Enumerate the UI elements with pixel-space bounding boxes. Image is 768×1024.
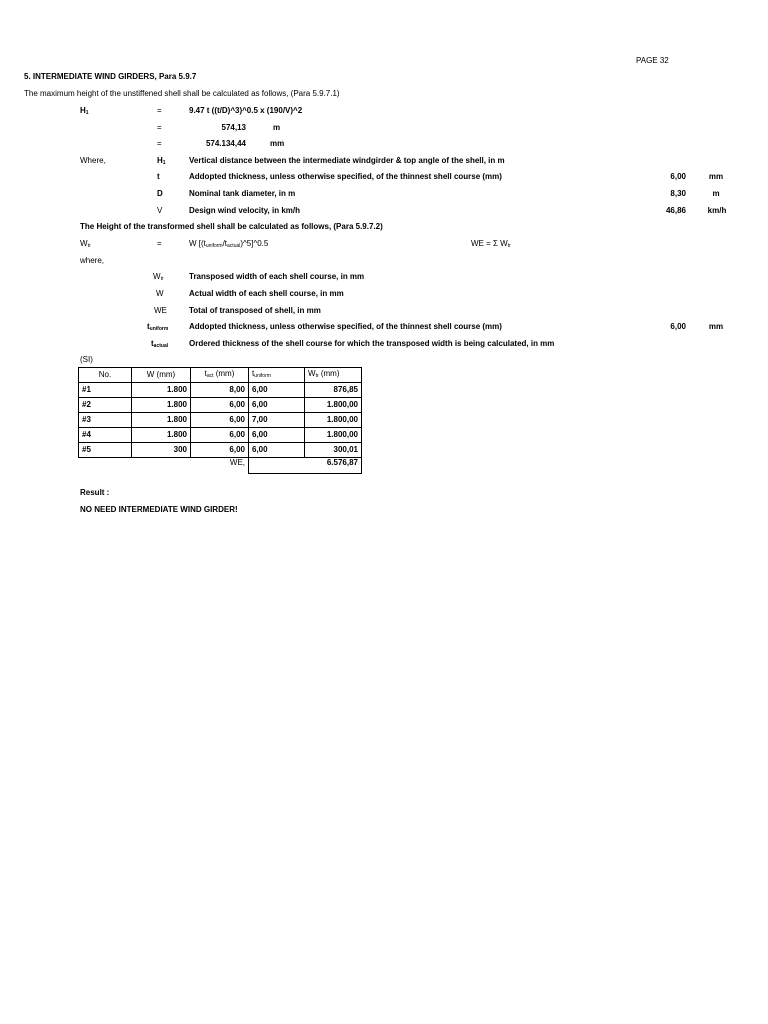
cell-w: 1.800: [132, 428, 191, 443]
cell-w: 1.800: [132, 383, 191, 398]
def-description: Nominal tank diameter, in m: [189, 189, 296, 198]
header-wtr: $W_{tr}$ (mm): [305, 368, 362, 383]
cell-w: 1.800: [132, 398, 191, 413]
table-row: [79, 413, 362, 428]
equals-sign: =: [157, 139, 162, 148]
def-description: Addopted thickness, unless otherwise specified, of the thinnest shell course (mm): [189, 172, 502, 181]
transposed-width-table: [78, 367, 362, 474]
cell-no: #4: [79, 428, 132, 443]
cell-w: 1.800: [132, 413, 191, 428]
def-symbol: t: [157, 172, 160, 181]
table-row: [79, 428, 362, 443]
header-t-uniform: $t_{uniform}$: [249, 368, 305, 383]
cell-no: #3: [79, 413, 132, 428]
def-description: Total of transposed of shell, in mm: [189, 306, 321, 315]
cell-wtr: 1.800,00: [305, 428, 362, 443]
def-description: Transposed width of each shell course, in mm: [189, 272, 365, 281]
section-title: 5. INTERMEDIATE WIND GIRDERS, Para 5.9.7: [24, 72, 197, 81]
header-no: No.: [79, 368, 132, 383]
def-symbol: V: [157, 206, 163, 215]
page-number: PAGE 32: [636, 56, 669, 65]
def-value: 6,00: [670, 172, 686, 181]
total-label: WE,: [229, 458, 245, 467]
def-symbol: $t_{uniform}$: [147, 322, 169, 332]
cell-no: #2: [79, 398, 132, 413]
result-mm-unit: mm: [270, 139, 285, 148]
equals-sign: =: [157, 239, 162, 248]
def-value: 8,30: [670, 189, 686, 198]
cell-t-act: 6,00: [191, 428, 249, 443]
result-m-unit: m: [273, 123, 281, 132]
def-value: 46,86: [665, 206, 686, 215]
cell-t-uniform: 6,00: [249, 383, 305, 398]
def-description: Addopted thickness, unless otherwise specified, of the thinnest shell course (mm): [189, 322, 502, 331]
cell-t-uniform: 6,00: [249, 398, 305, 413]
def-unit: m: [712, 189, 720, 198]
formula-wtr: W $[(t_{uniform}/t_{actual})\^{}5]\^{}0.5$: [189, 239, 269, 249]
def-symbol: D: [157, 189, 163, 198]
def-unit: mm: [708, 322, 724, 331]
def-symbol: $W_{tr}$: [153, 272, 164, 282]
we-formula: WE = Σ $W_{tr}$: [471, 239, 511, 249]
def-symbol: WE: [154, 306, 167, 315]
def-description: Design wind velocity, in km/h: [189, 206, 300, 215]
def-symbol: W: [156, 289, 164, 298]
result-mm-value: 574.134,44: [205, 139, 246, 148]
si-label: (SI): [80, 355, 93, 364]
cell-wtr: 300,01: [305, 443, 362, 458]
cell-t-act: 6,00: [191, 413, 249, 428]
cell-t-uniform: 7,00: [249, 413, 305, 428]
transformed-intro: The Height of the transformed shell shall be calculated as follows, (Para 5.9.7.2): [80, 222, 383, 231]
formula-h1: 9.47 t ((t/D)^3)^0.5 x (190/V)^2: [189, 106, 303, 115]
cell-w: 300: [132, 443, 191, 458]
cell-t-act: 6,00: [191, 443, 249, 458]
cell-wtr: 876,85: [305, 383, 362, 398]
cell-no: #1: [79, 383, 132, 398]
result-text: NO NEED INTERMEDIATE WIND GIRDER!: [80, 505, 238, 514]
def-unit: km/h: [707, 206, 727, 215]
def-symbol: $H_1$: [157, 156, 166, 166]
table-row: [79, 398, 362, 413]
total-value: 6.576,87: [249, 458, 362, 474]
def-description: Vertical distance between the intermediate windgirder & top angle of the shell, in m: [189, 156, 505, 165]
def-description: Ordered thickness of the shell course for which the transposed width is being calculated, in mm: [189, 339, 555, 348]
intro-text: The maximum height of the unstiffened shell shall be calculated as follows, (Para 5.9.7.1): [24, 89, 340, 98]
cell-wtr: 1.800,00: [305, 413, 362, 428]
header-w: W (mm): [132, 368, 191, 383]
result-m-value: 574,13: [221, 123, 246, 132]
cell-t-act: 8,00: [191, 383, 249, 398]
cell-t-act: 6,00: [191, 398, 249, 413]
table-total-row: [79, 458, 362, 474]
cell-no: #5: [79, 443, 132, 458]
wtr-symbol: $W_{tr}$: [80, 239, 91, 249]
cell-t-uniform: 6,00: [249, 428, 305, 443]
table-header-row: [79, 368, 362, 383]
equals-sign: =: [157, 106, 162, 115]
def-symbol: $t_{actual}$: [151, 339, 169, 349]
def-value: 6,00: [670, 322, 686, 331]
header-t-act: $t_{act}$ (mm): [191, 368, 249, 383]
equals-sign: =: [157, 123, 162, 132]
table-row: [79, 383, 362, 398]
h1-symbol: $H_1$: [80, 106, 89, 116]
where-label: Where,: [80, 156, 106, 165]
def-unit: mm: [708, 172, 724, 181]
where-label: where,: [80, 256, 105, 265]
result-label: Result :: [80, 488, 110, 497]
cell-wtr: 1.800,00: [305, 398, 362, 413]
table-row: [79, 443, 362, 458]
cell-t-uniform: 6,00: [249, 443, 305, 458]
def-description: Actual width of each shell course, in mm: [189, 289, 344, 298]
